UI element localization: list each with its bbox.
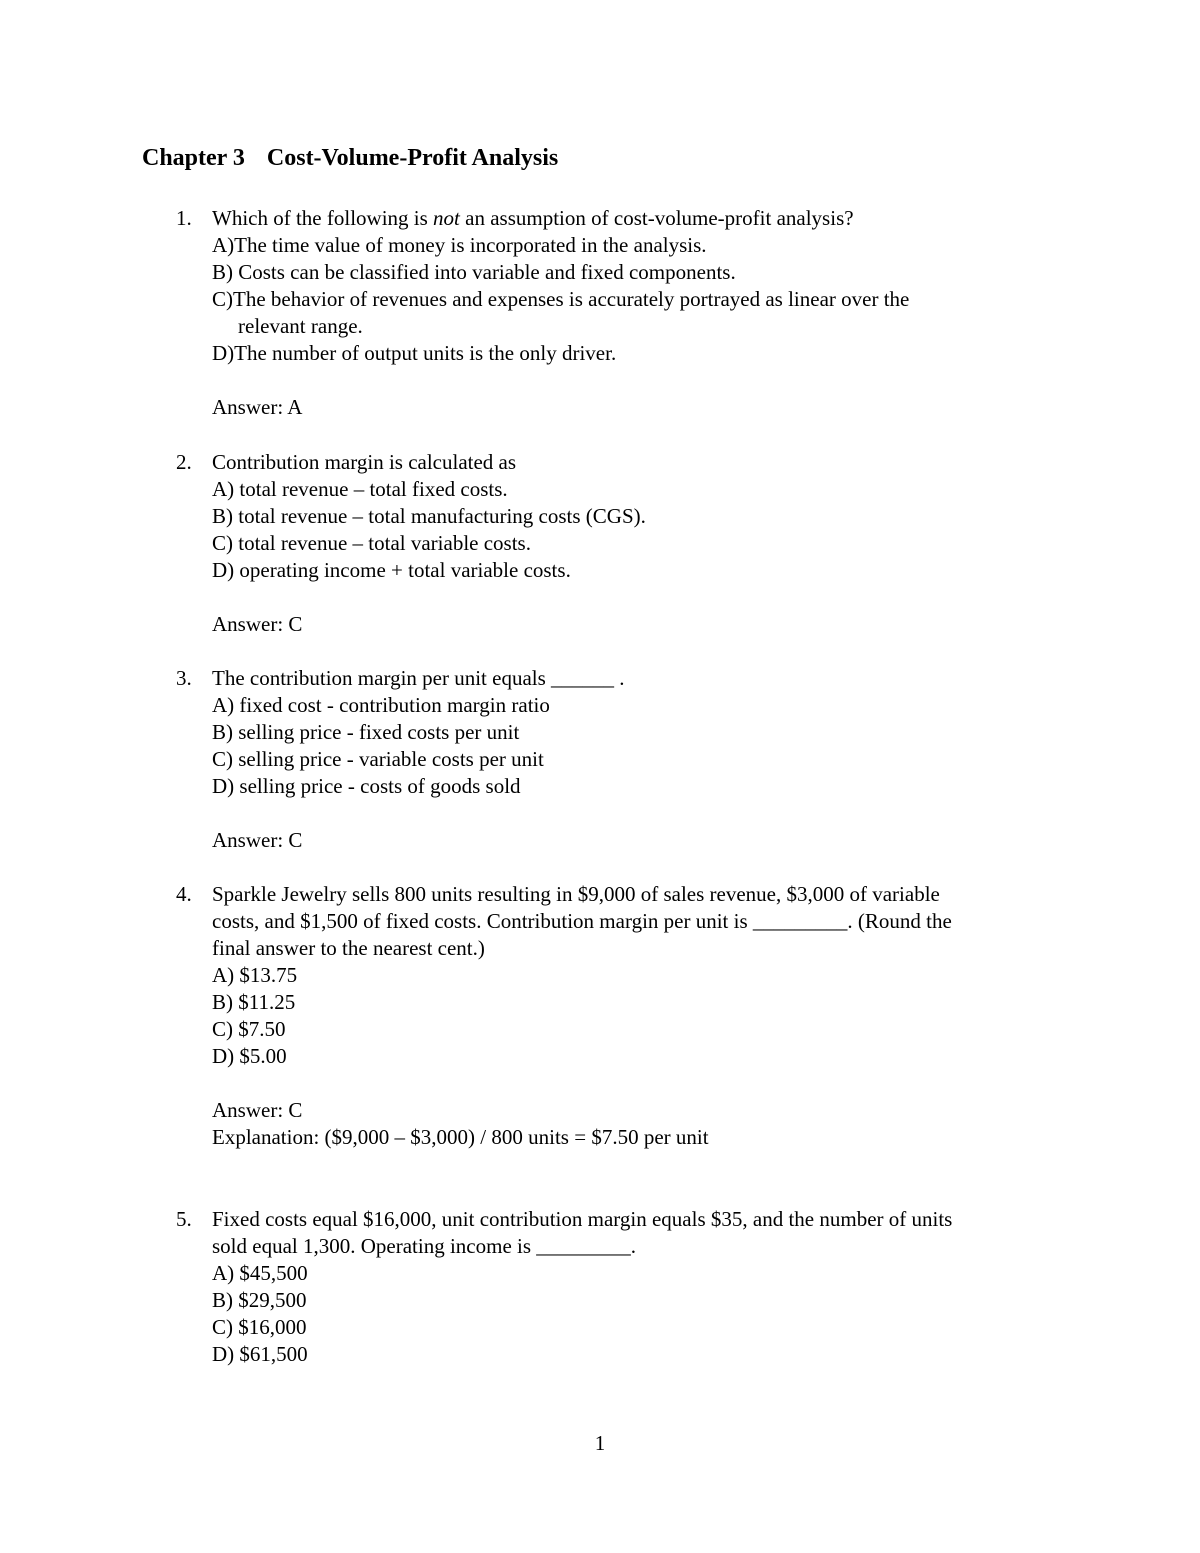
option-c: C) total revenue – total variable costs.: [212, 531, 531, 555]
question-body: [212, 881, 1062, 1151]
option-b: B) total revenue – total manufacturing costs (CGS).: [212, 504, 646, 528]
question-stem-continued: costs, and $1,500 of fixed costs. Contribution margin per unit is _________. (Round the: [212, 909, 952, 933]
question-body: [212, 449, 1062, 638]
question-body: [212, 1206, 1062, 1368]
option-c: C) $7.50: [212, 1017, 286, 1041]
chapter-number: Chapter 3: [142, 145, 245, 171]
option-c-continued: relevant range.: [238, 314, 363, 338]
option-a: A) $45,500: [212, 1261, 308, 1285]
page-number: 1: [594, 1431, 606, 1455]
spacer: [212, 367, 1062, 394]
question-body: [212, 665, 1062, 854]
option-b: B) $11.25: [212, 990, 296, 1014]
option-d: D)The number of output units is the only driver.: [212, 341, 617, 365]
spacer: [212, 800, 1062, 827]
question-stem: Contribution margin is calculated as: [212, 450, 517, 474]
answer: Answer: C: [212, 612, 303, 636]
question-number: 5.: [176, 1207, 192, 1231]
chapter-name: Cost-Volume-Profit Analysis: [266, 145, 559, 171]
question-stem-continued: final answer to the nearest cent.): [212, 936, 485, 960]
question-number: 2.: [176, 450, 192, 474]
option-a: A) fixed cost - contribution margin ratio: [212, 693, 550, 717]
chapter-title: [142, 142, 558, 174]
option-b: B) selling price - fixed costs per unit: [212, 720, 520, 744]
question-stem: The contribution margin per unit equals ______ .: [212, 666, 625, 690]
spacer: [212, 1070, 1062, 1097]
question-number: 4.: [176, 882, 192, 906]
answer: Answer: A: [212, 395, 303, 419]
option-c: C) selling price - variable costs per unit: [212, 747, 544, 771]
option-c: C)The behavior of revenues and expenses is accurately portrayed as linear over the: [212, 287, 910, 311]
question-stem: Fixed costs equal $16,000, unit contribution margin equals $35, and the number of units: [212, 1207, 953, 1231]
question-stem-continued: sold equal 1,300. Operating income is _________.: [212, 1234, 637, 1258]
answer: Answer: C: [212, 828, 303, 852]
option-a: A) total revenue – total fixed costs.: [212, 477, 508, 501]
spacer: [212, 584, 1062, 611]
answer: Answer: C: [212, 1098, 303, 1122]
question-number: 3.: [176, 666, 192, 690]
explanation: Explanation: ($9,000 – $3,000) / 800 units = $7.50 per unit: [212, 1125, 709, 1149]
question-body: [212, 205, 1062, 421]
option-c: C) $16,000: [212, 1315, 307, 1339]
question-number: 1.: [176, 206, 192, 230]
question-stem: Sparkle Jewelry sells 800 units resulting in $9,000 of sales revenue, $3,000 of variable: [212, 882, 940, 906]
stem-text: an assumption of cost-volume-profit analysis?: [459, 206, 854, 230]
option-b: B) Costs can be classified into variable and fixed components.: [212, 260, 736, 284]
question-stem: [212, 205, 1062, 232]
option-d: D) $5.00: [212, 1044, 287, 1068]
stem-text: Which of the following is: [212, 206, 434, 230]
option-d: D) selling price - costs of goods sold: [212, 774, 521, 798]
option-d: D) operating income + total variable costs.: [212, 558, 571, 582]
option-d: D) $61,500: [212, 1342, 308, 1366]
option-a: A)The time value of money is incorporated in the analysis.: [212, 233, 707, 257]
option-a: A) $13.75: [212, 963, 298, 987]
stem-emphasis: not: [433, 206, 460, 230]
option-b: B) $29,500: [212, 1288, 307, 1312]
